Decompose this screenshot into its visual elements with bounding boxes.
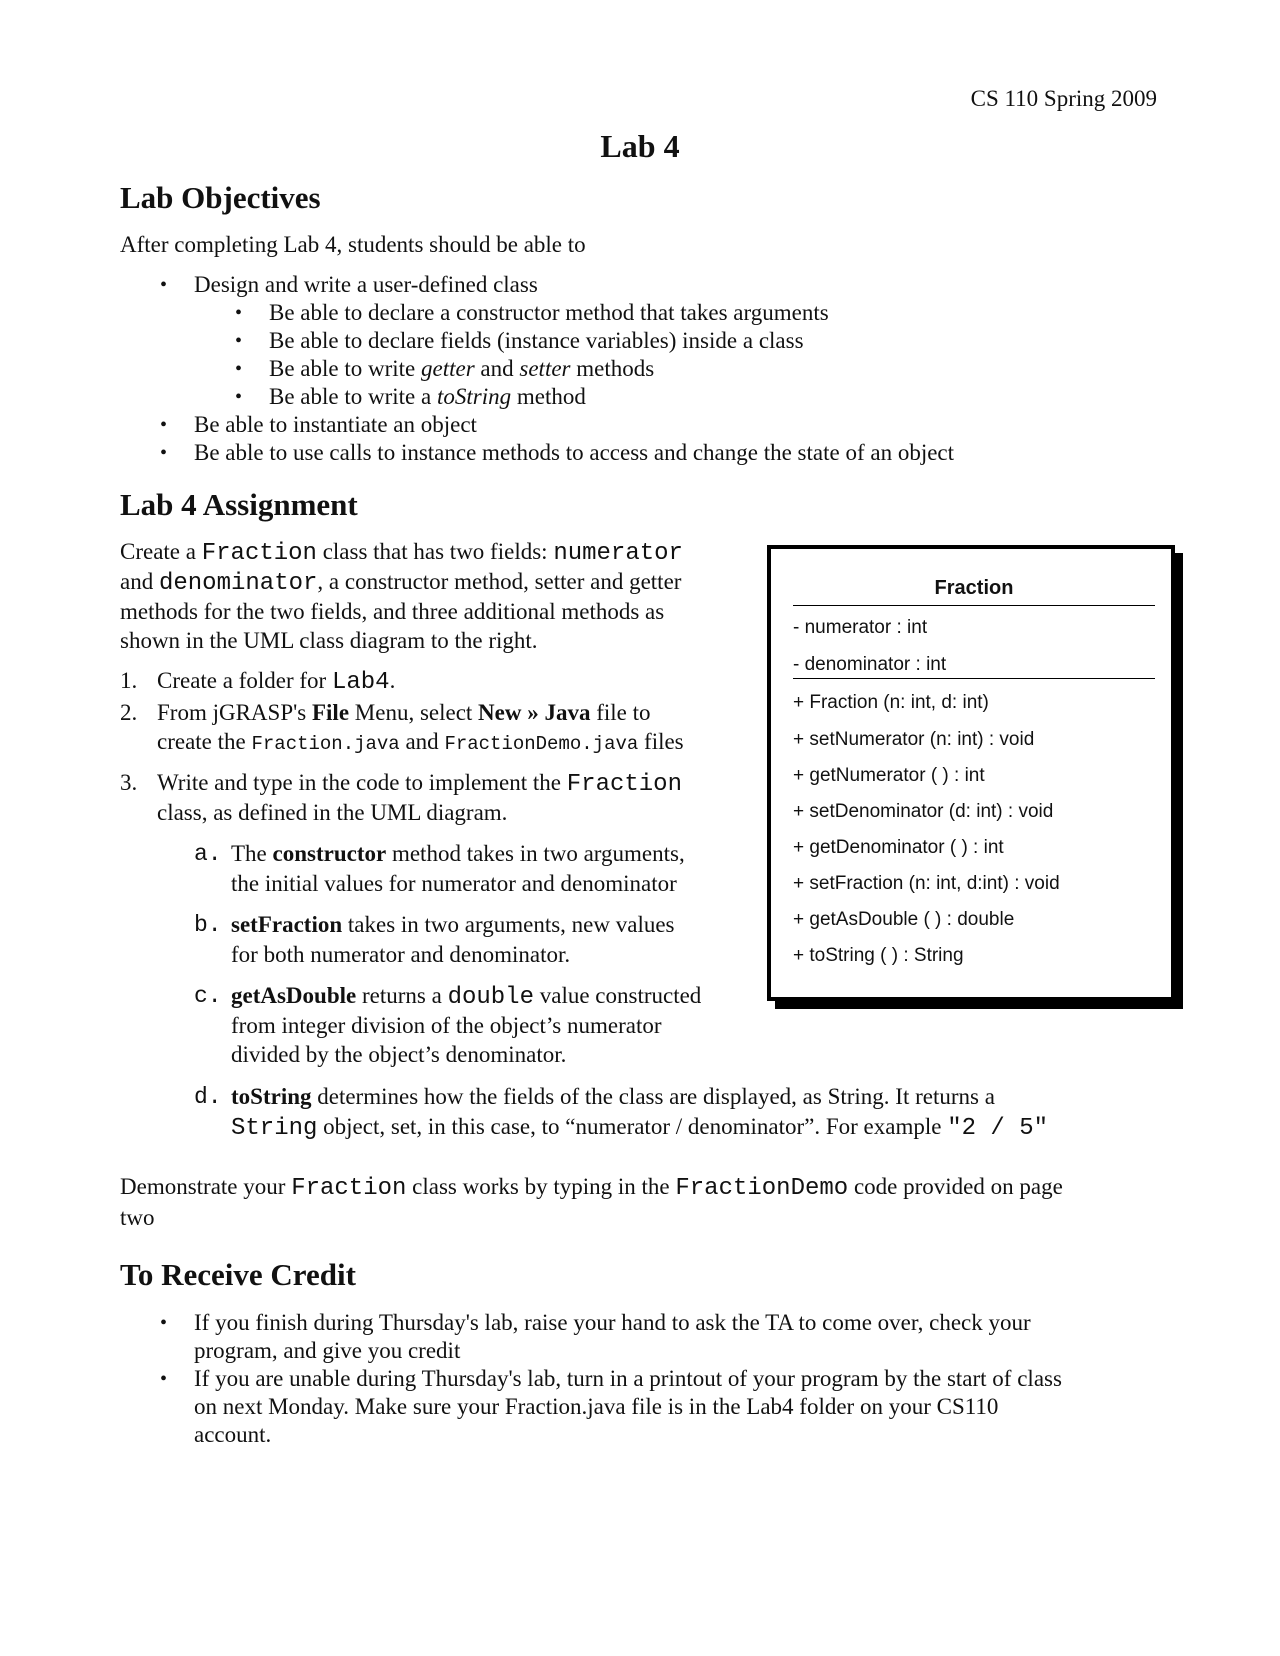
credit-item-cont: program, and give you credit — [194, 1338, 461, 1363]
step-2-cont: create the Fraction.java and FractionDemo.java files — [157, 729, 684, 755]
substep-d: d. toString determines how the fields of the class are displayed, as String. It returns a — [194, 1084, 995, 1110]
substep-d-cont: String object, set, in this case, to “numerator / denominator”. For example "2 / 5" — [231, 1114, 1049, 1142]
assignment-para-line3: methods for the two fields, and three additional methods as — [120, 599, 665, 624]
credit-item: • If you are unable during Thursday's lab, turn in a printout of your program by the start of class — [160, 1366, 1062, 1391]
objective-subitem: • Be able to declare a constructor method that takes arguments — [235, 300, 829, 325]
substep-c-cont: from integer division of the object’s numerator — [231, 1013, 662, 1038]
uml-field: - denominator : int — [793, 654, 947, 675]
demo-line1: Demonstrate your Fraction class works by typing in the FractionDemo code provided on page — [120, 1174, 1063, 1202]
uml-method: + setFraction (n: int, d:int) : void — [793, 873, 1060, 894]
objectives-heading: Lab Objectives — [120, 180, 321, 215]
uml-divider — [793, 605, 1155, 606]
objective-subitem: • Be able to declare fields (instance variables) inside a class — [235, 328, 804, 353]
credit-heading: To Receive Credit — [120, 1257, 356, 1292]
credit-item-cont: on next Monday. Make sure your Fraction.java file is in the Lab4 folder on your CS110 — [194, 1394, 999, 1419]
step-3-cont: class, as defined in the UML diagram. — [157, 800, 508, 825]
step-3: 3. Write and type in the code to implement the Fraction — [120, 770, 682, 798]
credit-item: • If you finish during Thursday's lab, raise your hand to ask the TA to come over, check your — [160, 1310, 1031, 1335]
substep-b: b. setFraction takes in two arguments, new values — [194, 912, 675, 938]
step-1: 1. Create a folder for Lab4. — [120, 668, 396, 696]
credit-item-cont: account. — [194, 1422, 272, 1447]
objectives-intro: After completing Lab 4, students should be able to — [120, 232, 586, 257]
uml-method: + getDenominator ( ) : int — [793, 837, 1004, 858]
uml-method: + Fraction (n: int, d: int) — [793, 692, 989, 713]
step-2: 2. From jGRASP's File Menu, select New » Java file to — [120, 700, 651, 725]
assignment-para-line4: shown in the UML class diagram to the right. — [120, 628, 538, 653]
uml-method: + setNumerator (n: int) : void — [793, 729, 1035, 750]
uml-method: + setDenominator (d: int) : void — [793, 801, 1054, 822]
assignment-para-line2: and denominator, a constructor method, setter and getter — [120, 569, 682, 597]
uml-divider — [793, 678, 1155, 679]
substep-c: c. getAsDouble returns a double value constructed — [194, 983, 702, 1011]
objective-item: • Design and write a user-defined class — [160, 272, 538, 297]
objective-item: • Be able to use calls to instance methods to access and change the state of an object — [160, 440, 955, 465]
demo-line2: two — [120, 1205, 155, 1230]
course-label: CS 110 Spring 2009 — [970, 86, 1157, 111]
page-title: Lab 4 — [600, 128, 680, 164]
uml-method: + getAsDouble ( ) : double — [793, 909, 1015, 930]
uml-method: + toString ( ) : String — [793, 945, 964, 966]
substep-a: a. The constructor method takes in two arguments, — [194, 841, 685, 867]
assignment-para-line1: Create a Fraction class that has two fields: numerator — [120, 539, 683, 567]
uml-class-name: Fraction — [934, 577, 1014, 599]
objective-subitem: • Be able to write a toString method — [235, 384, 586, 409]
substep-a-cont: the initial values for numerator and denominator — [231, 871, 677, 896]
objective-item: • Be able to instantiate an object — [160, 412, 477, 437]
uml-method: + getNumerator ( ) : int — [793, 765, 985, 786]
uml-field: - numerator : int — [793, 617, 928, 638]
assignment-heading: Lab 4 Assignment — [120, 487, 358, 522]
substep-b-cont: for both numerator and denominator. — [231, 942, 571, 967]
uml-class-diagram — [767, 545, 1175, 1001]
objective-subitem: • Be able to write getter and setter methods — [235, 356, 655, 381]
substep-c-cont2: divided by the object’s denominator. — [231, 1042, 567, 1067]
